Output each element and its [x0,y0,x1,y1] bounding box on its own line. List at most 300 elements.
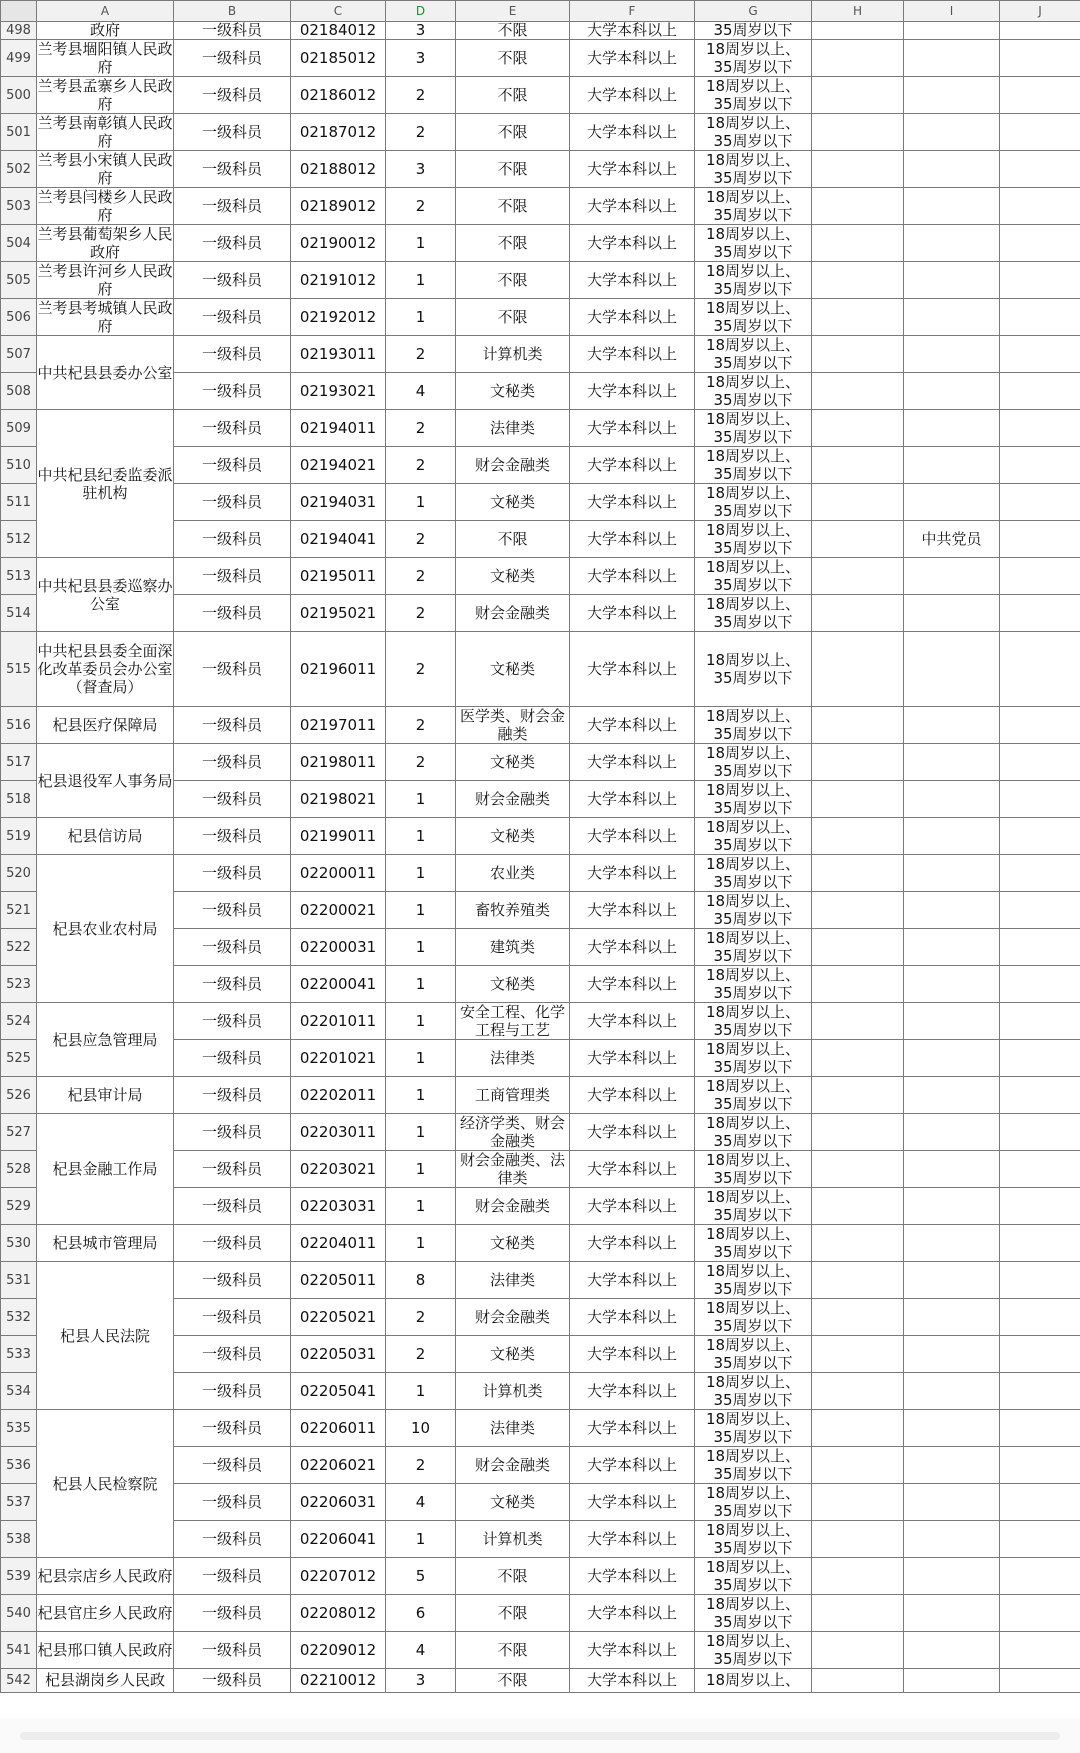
empty-cell[interactable] [812,1521,904,1558]
empty-cell[interactable] [1000,336,1080,373]
code-cell[interactable]: 02200011 [291,855,386,892]
code-cell[interactable]: 02209012 [291,1632,386,1669]
row-number[interactable]: 511 [1,484,37,521]
empty-cell[interactable] [812,1558,904,1595]
edu-cell[interactable]: 大学本科以上 [570,1114,695,1151]
empty-cell[interactable] [1000,484,1080,521]
major-cell[interactable]: 不限 [456,1558,570,1595]
level-cell[interactable]: 一级科员 [174,336,291,373]
empty-cell[interactable] [812,1336,904,1373]
edu-cell[interactable]: 大学本科以上 [570,188,695,225]
empty-cell[interactable] [812,262,904,299]
edu-cell[interactable]: 大学本科以上 [570,262,695,299]
level-cell[interactable]: 一级科员 [174,77,291,114]
major-cell[interactable]: 财会金融类 [456,1299,570,1336]
edu-cell[interactable]: 大学本科以上 [570,447,695,484]
code-cell[interactable]: 02205041 [291,1373,386,1410]
count-cell[interactable]: 2 [386,744,456,781]
row-number[interactable]: 510 [1,447,37,484]
other-cell[interactable]: 中共党员 [904,521,1000,558]
empty-cell[interactable] [1000,77,1080,114]
row-number[interactable]: 502 [1,151,37,188]
edu-cell[interactable]: 大学本科以上 [570,1521,695,1558]
major-cell[interactable]: 文秘类 [456,1225,570,1262]
other-cell[interactable] [904,484,1000,521]
age-cell[interactable] [695,1447,812,1484]
empty-cell[interactable] [1000,1262,1080,1299]
age-cell[interactable] [695,818,812,855]
code-cell[interactable]: 02190012 [291,225,386,262]
code-cell[interactable]: 02201011 [291,1003,386,1040]
age-cell[interactable] [695,262,812,299]
code-cell[interactable]: 02200041 [291,966,386,1003]
major-cell[interactable]: 不限 [456,40,570,77]
major-cell[interactable]: 文秘类 [456,632,570,707]
row-number[interactable]: 500 [1,77,37,114]
major-cell[interactable]: 不限 [456,114,570,151]
code-cell[interactable]: 02193021 [291,373,386,410]
major-cell[interactable]: 经济学类、财会金融类 [456,1114,570,1151]
level-cell[interactable]: 一级科员 [174,707,291,744]
empty-cell[interactable] [1000,373,1080,410]
row-number[interactable]: 505 [1,262,37,299]
level-cell[interactable]: 一级科员 [174,1558,291,1595]
code-cell[interactable]: 02196011 [291,632,386,707]
row-number[interactable]: 529 [1,1188,37,1225]
unit-cell[interactable]: 杞县宗店乡人民政府 [37,1558,174,1595]
code-cell[interactable]: 02206041 [291,1521,386,1558]
empty-cell[interactable] [812,1447,904,1484]
code-cell[interactable]: 02203011 [291,1114,386,1151]
major-cell[interactable]: 不限 [456,22,570,40]
empty-cell[interactable] [812,1632,904,1669]
major-cell[interactable]: 文秘类 [456,818,570,855]
major-cell[interactable]: 法律类 [456,410,570,447]
empty-cell[interactable] [812,1299,904,1336]
edu-cell[interactable]: 大学本科以上 [570,558,695,595]
age-cell[interactable] [695,447,812,484]
code-cell[interactable]: 02197011 [291,707,386,744]
empty-cell[interactable] [1000,1114,1080,1151]
major-cell[interactable]: 文秘类 [456,744,570,781]
age-cell[interactable] [695,1151,812,1188]
code-cell[interactable]: 02198011 [291,744,386,781]
row-number[interactable]: 533 [1,1336,37,1373]
row-number[interactable]: 512 [1,521,37,558]
row-number[interactable]: 522 [1,929,37,966]
empty-cell[interactable] [1000,558,1080,595]
code-cell[interactable]: 02184012 [291,22,386,40]
age-cell[interactable] [695,521,812,558]
age-cell[interactable] [695,781,812,818]
row-number[interactable]: 538 [1,1521,37,1558]
unit-cell[interactable]: 杞县人民法院 [37,1262,174,1410]
edu-cell[interactable]: 大学本科以上 [570,855,695,892]
row-number[interactable]: 531 [1,1262,37,1299]
age-cell[interactable] [695,929,812,966]
empty-cell[interactable] [812,929,904,966]
row-number[interactable]: 504 [1,225,37,262]
empty-cell[interactable] [812,77,904,114]
empty-cell[interactable] [1000,40,1080,77]
other-cell[interactable] [904,1373,1000,1410]
major-cell[interactable]: 计算机类 [456,336,570,373]
empty-cell[interactable] [1000,1632,1080,1669]
edu-cell[interactable]: 大学本科以上 [570,1669,695,1693]
level-cell[interactable]: 一级科员 [174,262,291,299]
major-cell[interactable]: 财会金融类、法律类 [456,1151,570,1188]
unit-cell[interactable]: 兰考县堌阳镇人民政府 [37,40,173,76]
empty-cell[interactable] [1000,1188,1080,1225]
edu-cell[interactable]: 大学本科以上 [570,22,695,40]
level-cell[interactable]: 一级科员 [174,410,291,447]
code-cell[interactable]: 02205031 [291,1336,386,1373]
code-cell[interactable]: 02199011 [291,818,386,855]
count-cell[interactable]: 2 [386,1336,456,1373]
empty-cell[interactable] [812,1669,904,1693]
row-number[interactable]: 503 [1,188,37,225]
code-cell[interactable]: 02204011 [291,1225,386,1262]
unit-cell[interactable]: 兰考县闫楼乡人民政府 [37,188,173,224]
major-cell[interactable]: 医学类、财会金融类 [456,707,570,744]
other-cell[interactable] [904,966,1000,1003]
empty-cell[interactable] [1000,818,1080,855]
age-cell[interactable] [695,966,812,1003]
other-cell[interactable] [904,1151,1000,1188]
row-number[interactable]: 517 [1,744,37,781]
empty-cell[interactable] [1000,744,1080,781]
column-header-a[interactable]: A [37,1,174,22]
count-cell[interactable]: 4 [386,373,456,410]
level-cell[interactable]: 一级科员 [174,22,291,40]
level-cell[interactable]: 一级科员 [174,1040,291,1077]
column-header-f[interactable]: F [570,1,695,22]
edu-cell[interactable]: 大学本科以上 [570,1225,695,1262]
other-cell[interactable] [904,373,1000,410]
level-cell[interactable]: 一级科员 [174,632,291,707]
level-cell[interactable]: 一级科员 [174,484,291,521]
count-cell[interactable]: 2 [386,410,456,447]
age-cell[interactable] [695,1632,812,1669]
level-cell[interactable]: 一级科员 [174,188,291,225]
other-cell[interactable] [904,855,1000,892]
empty-cell[interactable] [812,40,904,77]
major-cell[interactable]: 文秘类 [456,1336,570,1373]
age-cell[interactable] [695,410,812,447]
empty-cell[interactable] [1000,929,1080,966]
edu-cell[interactable]: 大学本科以上 [570,1410,695,1447]
age-cell[interactable] [695,1077,812,1114]
edu-cell[interactable]: 大学本科以上 [570,595,695,632]
empty-cell[interactable] [1000,151,1080,188]
age-cell[interactable] [695,40,812,77]
edu-cell[interactable]: 大学本科以上 [570,744,695,781]
empty-cell[interactable] [812,373,904,410]
count-cell[interactable]: 3 [386,40,456,77]
empty-cell[interactable] [1000,1225,1080,1262]
code-cell[interactable]: 02189012 [291,188,386,225]
code-cell[interactable]: 02206021 [291,1447,386,1484]
level-cell[interactable]: 一级科员 [174,558,291,595]
code-cell[interactable]: 02187012 [291,114,386,151]
other-cell[interactable] [904,929,1000,966]
other-cell[interactable] [904,1040,1000,1077]
row-number[interactable]: 530 [1,1225,37,1262]
count-cell[interactable]: 1 [386,966,456,1003]
edu-cell[interactable]: 大学本科以上 [570,1595,695,1632]
major-cell[interactable]: 计算机类 [456,1521,570,1558]
count-cell[interactable]: 4 [386,1484,456,1521]
row-number[interactable]: 535 [1,1410,37,1447]
edu-cell[interactable]: 大学本科以上 [570,40,695,77]
other-cell[interactable] [904,632,1000,707]
empty-cell[interactable] [812,336,904,373]
empty-cell[interactable] [1000,1484,1080,1521]
empty-cell[interactable] [1000,225,1080,262]
empty-cell[interactable] [1000,781,1080,818]
empty-cell[interactable] [1000,1521,1080,1558]
major-cell[interactable]: 文秘类 [456,966,570,1003]
row-number[interactable]: 539 [1,1558,37,1595]
age-cell[interactable] [695,1410,812,1447]
empty-cell[interactable] [1000,1373,1080,1410]
major-cell[interactable]: 不限 [456,1595,570,1632]
edu-cell[interactable]: 大学本科以上 [570,1373,695,1410]
edu-cell[interactable]: 大学本科以上 [570,707,695,744]
empty-cell[interactable] [812,188,904,225]
unit-cell[interactable]: 杞县信访局 [37,818,174,855]
major-cell[interactable]: 不限 [456,77,570,114]
age-cell[interactable] [695,1336,812,1373]
row-number[interactable]: 498 [1,22,37,40]
count-cell[interactable]: 1 [386,1114,456,1151]
row-number[interactable]: 499 [1,40,37,77]
age-cell[interactable] [695,744,812,781]
major-cell[interactable]: 不限 [456,262,570,299]
level-cell[interactable]: 一级科员 [174,1669,291,1693]
level-cell[interactable]: 一级科员 [174,1373,291,1410]
edu-cell[interactable]: 大学本科以上 [570,225,695,262]
age-cell[interactable] [695,707,812,744]
empty-cell[interactable] [812,1151,904,1188]
major-cell[interactable]: 财会金融类 [456,447,570,484]
level-cell[interactable]: 一级科员 [174,1114,291,1151]
age-cell[interactable] [695,1188,812,1225]
empty-cell[interactable] [1000,447,1080,484]
age-cell[interactable] [695,558,812,595]
other-cell[interactable] [904,781,1000,818]
other-cell[interactable] [904,336,1000,373]
count-cell[interactable]: 1 [386,1040,456,1077]
unit-cell[interactable]: 政府 [37,22,174,40]
empty-cell[interactable] [1000,966,1080,1003]
row-number[interactable]: 516 [1,707,37,744]
level-cell[interactable]: 一级科员 [174,1225,291,1262]
empty-cell[interactable] [1000,1558,1080,1595]
unit-cell[interactable]: 中共杞县县委办公室 [37,336,174,410]
column-header-c[interactable]: C [291,1,386,22]
count-cell[interactable]: 1 [386,855,456,892]
row-number[interactable]: 506 [1,299,37,336]
other-cell[interactable] [904,40,1000,77]
level-cell[interactable]: 一级科员 [174,1484,291,1521]
other-cell[interactable] [904,1484,1000,1521]
edu-cell[interactable]: 大学本科以上 [570,966,695,1003]
count-cell[interactable]: 1 [386,1077,456,1114]
empty-cell[interactable] [1000,299,1080,336]
major-cell[interactable]: 建筑类 [456,929,570,966]
major-cell[interactable]: 农业类 [456,855,570,892]
level-cell[interactable]: 一级科员 [174,1003,291,1040]
count-cell[interactable]: 4 [386,1632,456,1669]
select-all-corner[interactable] [1,1,37,22]
other-cell[interactable] [904,744,1000,781]
edu-cell[interactable]: 大学本科以上 [570,373,695,410]
major-cell[interactable]: 文秘类 [456,484,570,521]
major-cell[interactable]: 工商管理类 [456,1077,570,1114]
empty-cell[interactable] [1000,1151,1080,1188]
major-cell[interactable]: 不限 [456,1632,570,1669]
column-header-d[interactable]: D [386,1,456,22]
count-cell[interactable]: 2 [386,1447,456,1484]
edu-cell[interactable]: 大学本科以上 [570,781,695,818]
other-cell[interactable] [904,558,1000,595]
code-cell[interactable]: 02188012 [291,151,386,188]
count-cell[interactable]: 2 [386,595,456,632]
other-cell[interactable] [904,1188,1000,1225]
code-cell[interactable]: 02208012 [291,1595,386,1632]
age-cell[interactable] [695,77,812,114]
edu-cell[interactable]: 大学本科以上 [570,1484,695,1521]
age-cell[interactable]: 35周岁以下 [695,22,812,40]
code-cell[interactable]: 02200021 [291,892,386,929]
empty-cell[interactable] [1000,1410,1080,1447]
age-cell[interactable] [695,151,812,188]
level-cell[interactable]: 一级科员 [174,744,291,781]
level-cell[interactable]: 一级科员 [174,1151,291,1188]
count-cell[interactable]: 1 [386,299,456,336]
edu-cell[interactable]: 大学本科以上 [570,521,695,558]
level-cell[interactable]: 一级科员 [174,521,291,558]
edu-cell[interactable]: 大学本科以上 [570,1151,695,1188]
empty-cell[interactable] [1000,855,1080,892]
empty-cell[interactable] [812,855,904,892]
level-cell[interactable]: 一级科员 [174,892,291,929]
empty-cell[interactable] [1000,1003,1080,1040]
empty-cell[interactable] [1000,1299,1080,1336]
age-cell[interactable] [695,1003,812,1040]
empty-cell[interactable] [1000,410,1080,447]
other-cell[interactable] [904,447,1000,484]
code-cell[interactable]: 02194031 [291,484,386,521]
count-cell[interactable]: 2 [386,707,456,744]
code-cell[interactable]: 02186012 [291,77,386,114]
row-number[interactable]: 508 [1,373,37,410]
empty-cell[interactable] [812,22,904,40]
other-cell[interactable] [904,77,1000,114]
unit-cell[interactable]: 杞县金融工作局 [37,1114,174,1225]
count-cell[interactable]: 1 [386,892,456,929]
major-cell[interactable]: 法律类 [456,1410,570,1447]
level-cell[interactable]: 一级科员 [174,966,291,1003]
row-number[interactable]: 542 [1,1669,37,1693]
empty-cell[interactable] [1000,1336,1080,1373]
count-cell[interactable]: 8 [386,1262,456,1299]
level-cell[interactable]: 一级科员 [174,114,291,151]
edu-cell[interactable]: 大学本科以上 [570,1040,695,1077]
count-cell[interactable]: 1 [386,1188,456,1225]
empty-cell[interactable] [1000,114,1080,151]
empty-cell[interactable] [1000,1595,1080,1632]
column-header-i[interactable]: I [904,1,1000,22]
age-cell[interactable] [695,1262,812,1299]
unit-cell[interactable]: 杞县农业农村局 [37,855,174,1003]
other-cell[interactable] [904,1077,1000,1114]
level-cell[interactable]: 一级科员 [174,1299,291,1336]
count-cell[interactable]: 2 [386,188,456,225]
other-cell[interactable] [904,1521,1000,1558]
major-cell[interactable]: 不限 [456,299,570,336]
level-cell[interactable]: 一级科员 [174,1447,291,1484]
other-cell[interactable] [904,1003,1000,1040]
age-cell[interactable] [695,1114,812,1151]
edu-cell[interactable]: 大学本科以上 [570,1558,695,1595]
empty-cell[interactable] [812,781,904,818]
empty-cell[interactable] [812,225,904,262]
other-cell[interactable] [904,262,1000,299]
level-cell[interactable]: 一级科员 [174,1410,291,1447]
other-cell[interactable] [904,892,1000,929]
age-cell[interactable] [695,336,812,373]
edu-cell[interactable]: 大学本科以上 [570,299,695,336]
row-number[interactable]: 519 [1,818,37,855]
row-number[interactable]: 521 [1,892,37,929]
level-cell[interactable]: 一级科员 [174,373,291,410]
count-cell[interactable]: 10 [386,1410,456,1447]
empty-cell[interactable] [812,558,904,595]
edu-cell[interactable]: 大学本科以上 [570,77,695,114]
code-cell[interactable]: 02203021 [291,1151,386,1188]
empty-cell[interactable] [812,1595,904,1632]
row-number[interactable]: 537 [1,1484,37,1521]
level-cell[interactable]: 一级科员 [174,1188,291,1225]
major-cell[interactable]: 文秘类 [456,1484,570,1521]
empty-cell[interactable] [904,22,1000,40]
code-cell[interactable]: 02210012 [291,1669,386,1693]
level-cell[interactable]: 一级科员 [174,40,291,77]
other-cell[interactable] [904,1299,1000,1336]
other-cell[interactable] [904,1336,1000,1373]
empty-cell[interactable] [1000,892,1080,929]
empty-cell[interactable] [812,114,904,151]
edu-cell[interactable]: 大学本科以上 [570,151,695,188]
major-cell[interactable]: 不限 [456,225,570,262]
row-number[interactable]: 507 [1,336,37,373]
other-cell[interactable] [904,299,1000,336]
age-cell[interactable]: 18周岁以上、 [695,1669,812,1693]
code-cell[interactable]: 02192012 [291,299,386,336]
count-cell[interactable]: 1 [386,1521,456,1558]
unit-cell[interactable]: 兰考县小宋镇人民政府 [37,151,173,187]
other-cell[interactable] [904,1595,1000,1632]
code-cell[interactable]: 02206031 [291,1484,386,1521]
code-cell[interactable]: 02194011 [291,410,386,447]
row-number[interactable]: 536 [1,1447,37,1484]
unit-cell[interactable]: 兰考县葡萄架乡人民政府 [37,225,173,261]
empty-cell[interactable] [812,484,904,521]
row-number[interactable]: 523 [1,966,37,1003]
edu-cell[interactable]: 大学本科以上 [570,1003,695,1040]
